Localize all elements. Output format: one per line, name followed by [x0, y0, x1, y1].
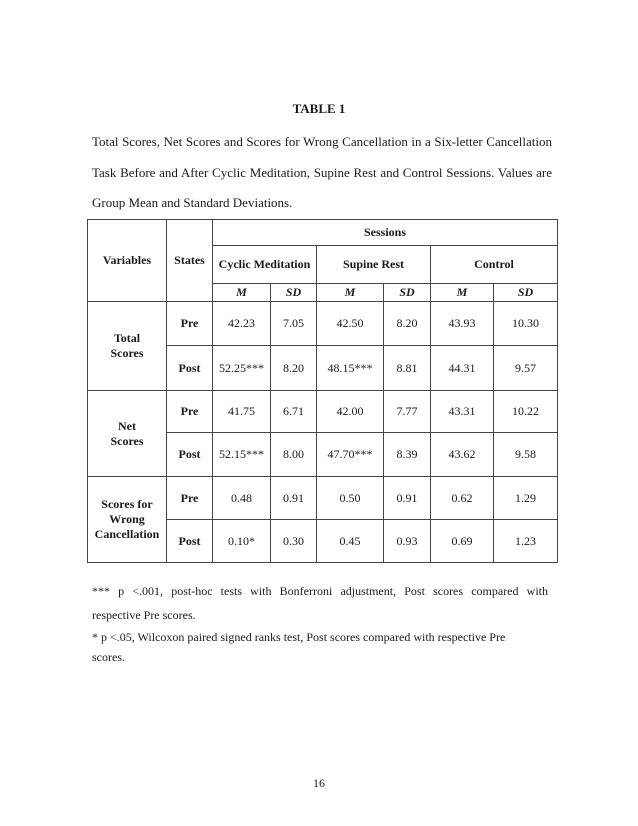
variable-name-line: Wrong: [109, 512, 145, 526]
value-cell: 0.91: [384, 477, 431, 520]
value-cell: 47.70***: [317, 433, 384, 477]
table-row: [88, 391, 558, 433]
caption-line: Task Before and After Cyclic Meditation, Supine Rest and Control Sessions. Values are: [92, 164, 552, 180]
variable-cell-net-scores: [88, 391, 167, 477]
stat-header-sd: SD: [384, 284, 431, 302]
value-cell: 52.15***: [213, 433, 271, 477]
value-cell: 10.30: [494, 302, 558, 346]
stat-header-m: M: [317, 284, 384, 302]
value-cell: 0.69: [431, 520, 494, 563]
value-cell: 8.81: [384, 346, 431, 391]
value-cell: 43.62: [431, 433, 494, 477]
sessions-header: Sessions: [213, 220, 558, 246]
stat-header-sd: SD: [494, 284, 558, 302]
value-cell: 48.15***: [317, 346, 384, 391]
value-cell: 0.91: [271, 477, 317, 520]
results-table: [87, 219, 558, 563]
value-cell: 0.48: [213, 477, 271, 520]
value-cell: 0.93: [384, 520, 431, 563]
footnote-wilcoxon-cont: scores.: [92, 650, 125, 664]
table-caption: [92, 127, 552, 219]
value-cell: 7.05: [271, 302, 317, 346]
table-notes: [92, 579, 548, 666]
variable-name-line: Total: [113, 331, 141, 345]
value-cell: 8.20: [384, 302, 431, 346]
value-cell: 43.31: [431, 391, 494, 433]
value-cell: 52.25***: [213, 346, 271, 391]
group-header-supine-rest: Supine Rest: [317, 246, 431, 284]
variable-name-line: Cancellation: [94, 527, 160, 541]
value-cell: 0.30: [271, 520, 317, 563]
variable-cell-total-scores: [88, 302, 167, 391]
variable-name-line: Scores: [110, 346, 144, 360]
value-cell: 41.75: [213, 391, 271, 433]
value-cell: 0.62: [431, 477, 494, 520]
value-cell: 9.58: [494, 433, 558, 477]
state-cell: Post: [167, 433, 213, 477]
table-title: TABLE 1: [292, 101, 346, 116]
group-header-control: Control: [431, 246, 558, 284]
value-cell: 0.50: [317, 477, 384, 520]
value-cell: 0.45: [317, 520, 384, 563]
stat-header-sd: SD: [271, 284, 317, 302]
variable-name-line: Scores for: [101, 497, 153, 511]
value-cell: 44.31: [431, 346, 494, 391]
value-cell: 42.50: [317, 302, 384, 346]
stat-header-m: M: [431, 284, 494, 302]
state-cell: Pre: [167, 391, 213, 433]
value-cell: 43.93: [431, 302, 494, 346]
states-header: States: [167, 220, 213, 302]
stat-header-m: M: [213, 284, 271, 302]
state-cell: Post: [167, 520, 213, 563]
variable-cell-wrong-cancellation: [88, 477, 167, 563]
value-cell: 9.57: [494, 346, 558, 391]
footnote-bonferroni: *** p <.001, post-hoc tests with Bonferroni adjustment, Post scores compared with: [92, 584, 548, 598]
table-row: [88, 477, 558, 520]
state-cell: Pre: [167, 477, 213, 520]
value-cell: 42.23: [213, 302, 271, 346]
value-cell: 7.77: [384, 391, 431, 433]
footnote-wilcoxon: * p <.05, Wilcoxon paired signed ranks test, Post scores compared with respective Pre: [92, 630, 506, 644]
value-cell: 1.29: [494, 477, 558, 520]
table-row: [88, 302, 558, 346]
value-cell: 8.20: [271, 346, 317, 391]
value-cell: 6.71: [271, 391, 317, 433]
caption-line: Group Mean and Standard Deviations.: [92, 195, 293, 210]
value-cell: 0.10*: [213, 520, 271, 563]
page-number: 16: [313, 776, 325, 790]
value-cell: 8.39: [384, 433, 431, 477]
variable-name-line: Net: [118, 418, 136, 433]
caption-line: Total Scores, Net Scores and Scores for Wrong Cancellation in a Six-letter Cancellation: [92, 134, 552, 149]
variable-name-line: Scores: [110, 433, 144, 448]
group-header-cyclic-meditation: Cyclic Meditation: [213, 246, 317, 284]
value-cell: 8.00: [271, 433, 317, 477]
value-cell: 10.22: [494, 391, 558, 433]
footnote-bonferroni-cont: respective Pre scores.: [92, 608, 196, 622]
state-cell: Post: [167, 346, 213, 391]
variables-header: Variables: [88, 220, 167, 302]
value-cell: 1.23: [494, 520, 558, 563]
state-cell: Pre: [167, 302, 213, 346]
value-cell: 42.00: [317, 391, 384, 433]
